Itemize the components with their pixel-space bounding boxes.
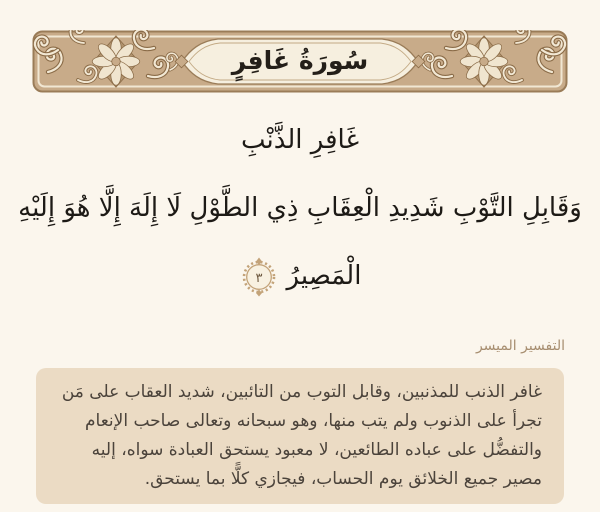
- ayah-number-ornament-icon: [241, 256, 277, 298]
- ayah-line: غَافِرِ الذَّنْبِ: [240, 125, 360, 155]
- tafsir-source-label[interactable]: التفسير الميسر: [475, 338, 565, 354]
- ayah-number: ٣: [255, 270, 263, 286]
- ayah-line: [0, 242, 600, 310]
- tafsir-panel: [36, 368, 564, 504]
- surah-title: سُورَةُ غَافِرٍ: [231, 46, 369, 75]
- ayah-number-medallion: [241, 256, 277, 298]
- ayah-text-block[interactable]: [0, 106, 600, 310]
- ayah-line-text: الْمَصِيرُ: [286, 261, 362, 291]
- surah-header-banner: [32, 30, 568, 93]
- tafsir-text: غافر الذنب للمذنبين، وقابل التوب من التائبين، شديد العقاب على مَن تجرأ على الذنوب ولم يتب منها، وهو سبحانه وتعالى صاحب الإنعام والتفضُّل على عباده الطائعين، لا معبود يستحق العبادة سواه، إليه مصير جميع الخلائق يوم الحساب، فيجازي كلًّا بما يستحق.: [61, 382, 542, 489]
- ayah-line: وَقَابِلِ التَّوْبِ شَدِيدِ الْعِقَابِ ذِي الطَّوْلِ لَا إِلَهَ إِلَّا هُوَ إِلَيْهِ: [18, 193, 582, 223]
